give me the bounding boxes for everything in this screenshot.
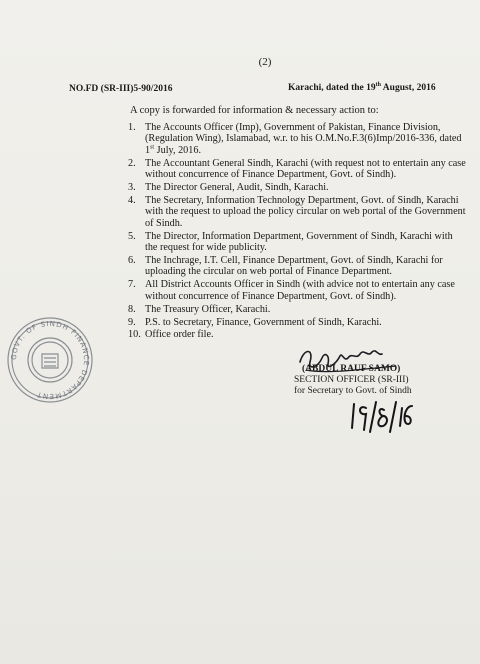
list-item-text [145, 255, 466, 278]
distribution-list [128, 122, 466, 342]
list-item-number: 6. [128, 254, 136, 266]
date-prefix: Karachi, dated the 19 [288, 83, 376, 94]
intro-text: A copy is forwarded for information & necessary action to: [130, 105, 379, 116]
date-line [288, 82, 436, 93]
list-item-text [145, 158, 466, 181]
list-item-number: 3. [128, 182, 136, 194]
date-rest: August, 2016 [380, 83, 436, 94]
list-item-number: 4. [128, 194, 136, 206]
list-item-number: 5. [128, 230, 136, 242]
list-item-body: The Secretary, Information Technology Department, Govt. of Sindh, Karachi with the request to upload the policy circular on web portal of the Government of Sindh. [145, 194, 466, 229]
handwritten-date [346, 396, 416, 436]
list-item [128, 279, 466, 302]
list-item-text [145, 195, 466, 229]
list-item [128, 122, 466, 156]
list-item-text [145, 122, 466, 156]
svg-text:GOVT. OF SINDH FINANCE DEPARTM [10, 320, 90, 400]
list-item-body: P.S. to Secretary, Finance, Government of Sindh, Karachi. [145, 316, 382, 328]
list-item-number: 9. [128, 316, 136, 328]
list-item-body: The Inchrage, I.T. Cell, Finance Department, Govt. of Sindh, Karachi for uploading the circular on web portal of Finance Department. [145, 254, 443, 278]
list-item-body: The Director General, Audit, Sindh, Karachi. [145, 182, 329, 194]
list-item-text [145, 304, 466, 315]
signatory-name: (ABDUL RAUF SAMO) [302, 364, 401, 374]
list-item-body: Office order file. [145, 329, 214, 341]
list-item-text [145, 317, 466, 328]
list-item-body: The Accountant General Sindh, Karachi (with request not to entertain any case without concurrence of Finance Department, Govt. of Sindh). [145, 157, 466, 181]
list-item [128, 182, 466, 193]
list-item [128, 231, 466, 254]
list-item-number: 2. [128, 157, 136, 169]
list-item-number: 10. [128, 329, 141, 341]
signatory-title: SECTION OFFICER (SR-III) [294, 375, 409, 385]
list-item [128, 304, 466, 315]
official-stamp [4, 314, 96, 406]
list-item [128, 317, 466, 328]
page-number: (2) [258, 56, 272, 68]
list-item-text [145, 279, 466, 302]
stamp-text: GOVT. OF SINDH FINANCE DEPARTMENT [9, 319, 91, 401]
reference-number: NO.FD (SR-III)5-90/2016 [69, 84, 173, 94]
list-item-sup: st [150, 144, 155, 151]
list-item-body: The Director, Information Department, Government of Sindh, Karachi with the request for wide publicity. [145, 230, 453, 254]
list-item-text [145, 231, 466, 254]
list-item-number: 1. [128, 122, 136, 133]
list-item-tail: July, 2016. [154, 144, 201, 156]
list-item-body: The Treasury Officer, Karachi. [145, 303, 271, 315]
list-item-body: The Accounts Officer (Imp), Government of Pakistan, Finance Division, (Regulation Wing), Islamabad, w.r. to his O.M.No.F.3(6)Imp/2016-336, dated 1 [145, 122, 462, 156]
list-item-body: All District Accounts Officer in Sindh (with advice not to entertain any case without concurrence of Finance Department, Govt. of Sindh). [145, 279, 455, 302]
list-item-number: 8. [128, 303, 136, 315]
list-item [128, 255, 466, 278]
list-item-number: 7. [128, 279, 136, 291]
list-item [128, 195, 466, 229]
list-item-text [145, 182, 466, 193]
date-suffix: th [375, 82, 381, 88]
signatory-for-line: for Secretary to Govt. of Sindh [294, 386, 412, 396]
list-item [128, 158, 466, 181]
